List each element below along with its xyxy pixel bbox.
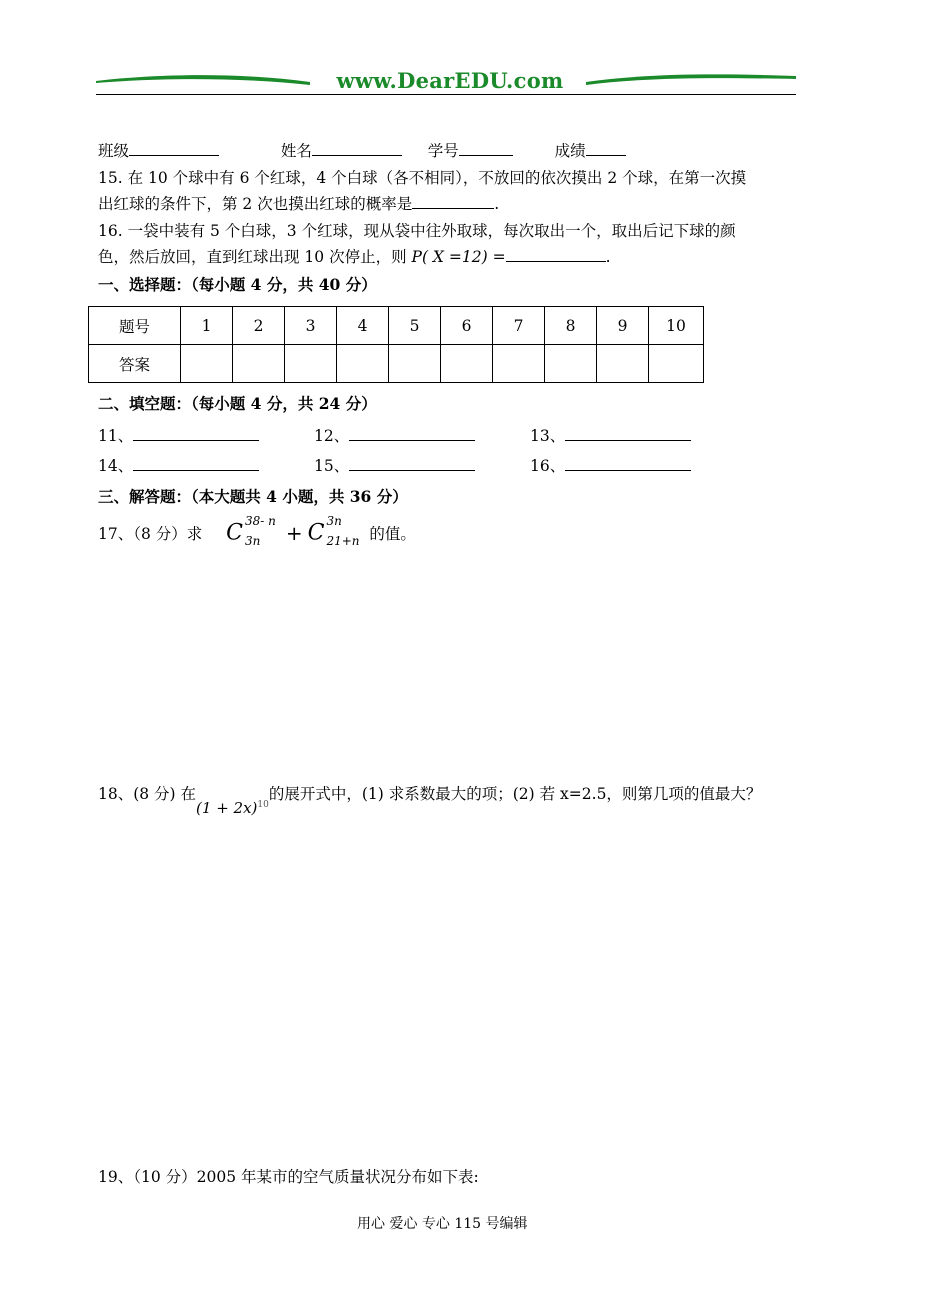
right-wave-icon: [586, 72, 796, 86]
answer-cell[interactable]: [389, 345, 441, 383]
q15-answer-blank[interactable]: [412, 193, 494, 209]
q17: [98, 514, 416, 548]
q15-line2: 出红球的条件下，第 2 次也摸出红球的概率是 .: [98, 195, 500, 213]
question-number-cell: 5: [389, 307, 441, 345]
q16-line2: 色，然后放回，直到红球出现 10 次停止，则 P( X =12) = .: [98, 248, 611, 266]
q17-c2-indices: 3n 21+n: [326, 514, 360, 548]
id-label: 学号: [427, 142, 459, 160]
fill-blank-14: 14、: [98, 454, 259, 476]
fill-blank-11: 11、: [98, 424, 259, 446]
q17-c2: C: [307, 520, 325, 546]
question-number-cell: 6: [441, 307, 493, 345]
header-rule: [96, 94, 796, 95]
q18-exponent: 10: [257, 799, 269, 810]
row-header-number: 题号: [89, 307, 181, 345]
section3-title: 三、解答题：（本大题共 4 小题，共 36 分）: [98, 487, 408, 506]
table-row: [89, 307, 704, 345]
question-number-cell: 3: [285, 307, 337, 345]
name-label: 姓名: [280, 142, 312, 160]
q18-formula: (1 + 2x): [196, 799, 258, 817]
header-banner: [96, 64, 796, 96]
answer-cell[interactable]: [545, 345, 597, 383]
class-label: 班级: [98, 142, 130, 160]
question-number-cell: 9: [597, 307, 649, 345]
left-wave-icon: [96, 72, 310, 86]
answer-cell[interactable]: [493, 345, 545, 383]
question-number-cell: 8: [545, 307, 597, 345]
q18: [98, 782, 762, 817]
answer-cell[interactable]: [337, 345, 389, 383]
question-number-cell: 2: [233, 307, 285, 345]
answer-cell[interactable]: [285, 345, 337, 383]
q17-c1: C: [226, 520, 243, 546]
q18-suffix: 的展开式中，(1) 求系数最大的项；(2) 若 x=2.5，则第几项的值最大？: [268, 785, 762, 803]
score-label: 成绩: [554, 142, 586, 160]
q17-suffix: 的值。: [369, 525, 416, 543]
plus-sign: +: [285, 521, 303, 545]
fill-blank-15: 15、: [314, 454, 475, 476]
name-field[interactable]: [312, 140, 402, 156]
q16-line1: 16. 一袋中装有 5 个白球，3 个红球，现从袋中往外取球，每次取出一个，取出后记下球的颜: [98, 222, 736, 240]
footer-text: 用心 爱心 专心 115 号编辑: [357, 1216, 528, 1232]
blank-line[interactable]: [133, 425, 259, 441]
row-header-answer: 答案: [89, 345, 181, 383]
q18-formula-wrap: [196, 799, 269, 817]
answer-table: [88, 306, 704, 383]
q18-prefix: 18、(8 分) 在: [98, 785, 197, 803]
site-logo-text: www.DearEDU.com: [336, 68, 564, 93]
id-field[interactable]: [459, 140, 513, 156]
section2-title: 二、填空题：（每小题 4 分，共 24 分）: [98, 394, 377, 413]
table-row: [89, 345, 704, 383]
fill-blank-13: 13、: [530, 424, 691, 446]
q15-line1: 15. 在 10 个球中有 6 个红球，4 个白球（各不相同），不放回的依次摸出 2 个球，在第一次摸: [98, 169, 747, 187]
blank-line[interactable]: [349, 455, 475, 471]
answer-cell[interactable]: [233, 345, 285, 383]
answer-cell[interactable]: [597, 345, 649, 383]
question-number-cell: 7: [493, 307, 545, 345]
q19: 19、（10 分）2005 年某市的空气质量状况分布如下表:: [98, 1168, 479, 1186]
q16-answer-blank[interactable]: [506, 246, 606, 262]
score-field[interactable]: [586, 140, 626, 156]
question-number-cell: 4: [337, 307, 389, 345]
student-info-line: [98, 139, 626, 161]
fill-blank-12: 12、: [314, 424, 475, 446]
q17-prefix: 17、（8 分）求: [98, 525, 203, 543]
section1-title: 一、选择题：（每小题 4 分，共 40 分）: [98, 275, 377, 294]
answer-cell[interactable]: [649, 345, 704, 383]
class-field[interactable]: [129, 140, 219, 156]
answer-cell[interactable]: [441, 345, 493, 383]
blank-line[interactable]: [565, 425, 691, 441]
question-number-cell: 1: [181, 307, 233, 345]
question-number-cell: 10: [649, 307, 704, 345]
blank-line[interactable]: [349, 425, 475, 441]
blank-line[interactable]: [133, 455, 259, 471]
q17-c1-indices: 38- n 3n: [244, 514, 276, 548]
q16-formula: P( X =12) =: [411, 248, 506, 266]
blank-line[interactable]: [565, 455, 691, 471]
fill-blank-16: 16、: [530, 454, 691, 476]
answer-cell[interactable]: [181, 345, 233, 383]
